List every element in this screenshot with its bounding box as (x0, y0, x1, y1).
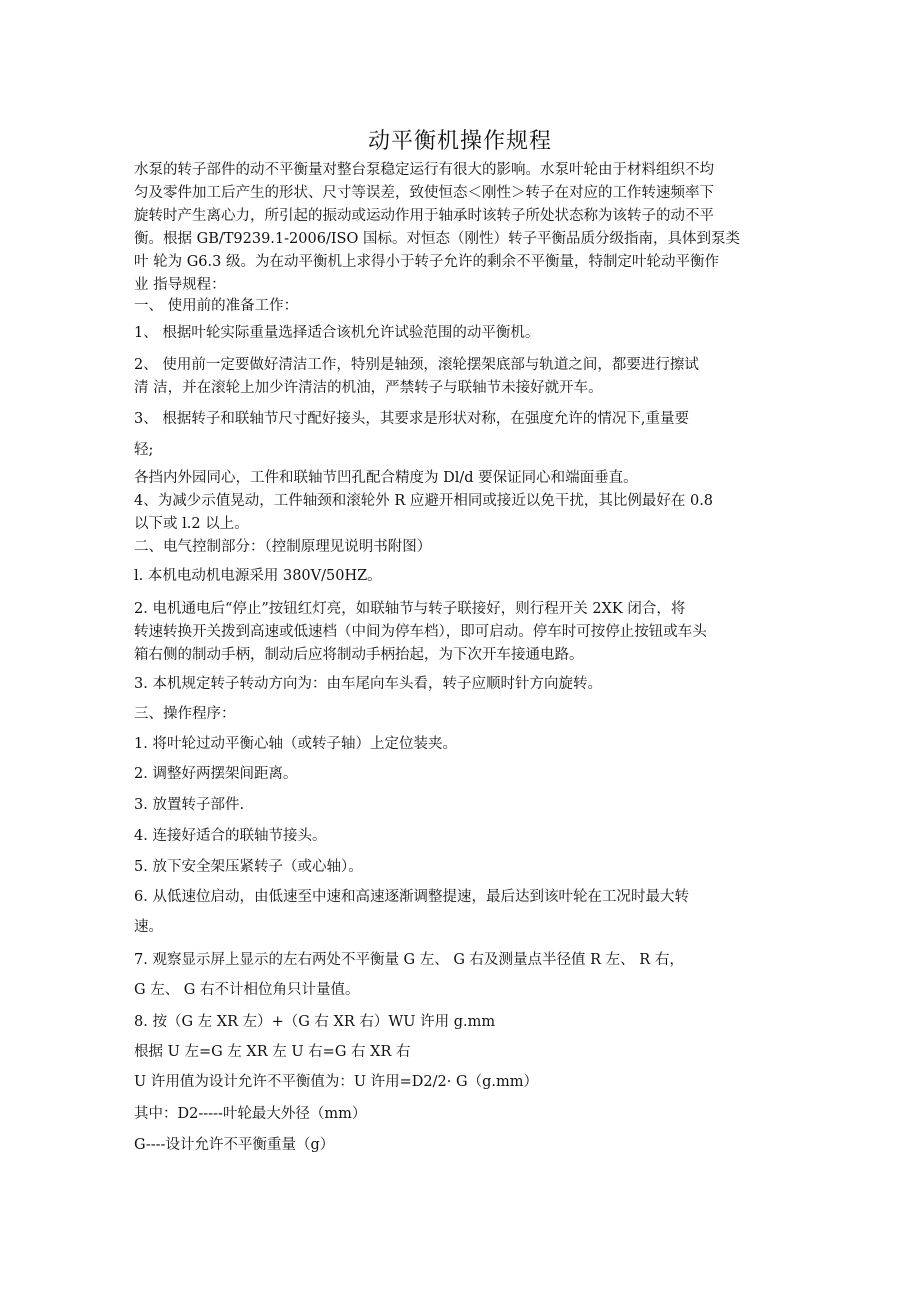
list-item-continued: 转速转换开关拨到高速或低速档（中间为停车档），即可启动。停车时可按停止按钮或车头 (134, 624, 707, 640)
list-item: 2. 调整好两摆架间距离。 (134, 766, 298, 782)
section-heading: 一、 使用前的准备工作： (134, 298, 299, 314)
list-item: 6. 从低速位启动，由低速至中速和高速逐渐调整提速，最后达到该叶轮在工况时最大转 (134, 889, 689, 905)
formula-line: 根据 U 左=G 左 XR 左 U 右=G 右 XR 右 (134, 1044, 411, 1060)
list-item: 2. 电机通电后“停止”按钮红灯亮，如联轴节与转子联接好，则行程开关 2XK 闭合，将 (134, 601, 686, 617)
body-line: 衡。根据 GB/T9239.1-2006/ISO 国标。对恒态（刚性）转子平衡品质分级指南，具体到泵类 (134, 231, 740, 247)
section-heading: 三、操作程序： (134, 706, 236, 722)
formula-line: G----设计允许不平衡重量（g） (134, 1137, 335, 1153)
list-item: 4. 连接好适合的联轴节接头。 (134, 828, 327, 844)
document-title: 动平衡机操作规程 (367, 129, 552, 154)
list-item: 5. 放下安全架压紧转子（或心轴）。 (134, 859, 363, 875)
list-item: 7. 观察显示屏上显示的左右两处不平衡量 G 左、 G 右及测量点半径值 R 左、 R 右， (134, 952, 684, 968)
list-item: 4、为减少示值晃动，工件轴颈和滚轮外 R 应避开相同或接近以免干扰，其比例最好在 0.8 (134, 493, 714, 509)
list-item: 3. 放置转子部件. (134, 797, 245, 813)
list-item-continued: 轻; (134, 442, 154, 458)
formula-line: U 许用值为设计允许不平衡值为：U 许用=D2/2· G（g.mm） (134, 1074, 538, 1090)
body-line: 水泵的转子部件的动不平衡量对整台泵稳定运行有很大的影响。水泵叶轮由于材料组织不均 (134, 162, 714, 178)
list-item: 1. 将叶轮过动平衡心轴（或转子轴）上定位装夹。 (134, 736, 457, 752)
body-line: 旋转时产生离心力，所引起的振动或运动作用于轴承时该转子所处状态称为该转子的动不平 (134, 208, 714, 224)
section-heading: 二、电气控制部分：（控制原理见说明书附图） (134, 539, 432, 555)
body-line: 匀及零件加工后产生的形状、尺寸等误差，致使恒态＜刚性＞转子在对应的工作转速频率下 (134, 185, 714, 201)
list-item: l. 本机电动机电源采用 380V/50HZ。 (134, 568, 382, 584)
list-item: 8. 按（G 左 XR 左）+（G 右 XR 右）WU 许用 g.mm (134, 1014, 496, 1030)
list-item-continued: G 左、 G 右不计相位角只计量值。 (134, 982, 360, 998)
list-item-continued: 速。 (134, 919, 163, 935)
body-line: 各挡内外园同心，工件和联轴节凹孔配合精度为 Dl/d 要保证同心和端面垂直。 (134, 470, 638, 486)
body-line: 叶 轮为 G6.3 级。为在动平衡机上求得小于转子允许的剩余不平衡量，特制定叶轮动平衡作 (134, 254, 719, 270)
list-item: 3、 根据转子和联轴节尺寸配好接头，其要求是形状对称，在强度允许的情况下,重量要 (134, 411, 689, 427)
list-item-continued: 清 洁，并在滚轮上加少许清洁的机油，严禁转子与联轴节未接好就开车。 (134, 380, 603, 396)
list-item-continued: 以下或 l.2 以上。 (134, 516, 249, 532)
formula-line: 其中：D2-----叶轮最大外径（mm） (134, 1106, 367, 1122)
list-item-continued: 箱右侧的制动手柄，制动后应将制动手柄抬起，为下次开车接通电路。 (134, 647, 584, 663)
list-item: 2、 使用前一定要做好清洁工作，特别是轴颈，滚轮摆架底部与轨道之间，都要进行擦试 (134, 357, 699, 373)
body-line: 业 指导规程： (134, 277, 226, 293)
list-item: 1、 根据叶轮实际重量选择适合该机允许试验范围的动平衡机。 (134, 325, 540, 341)
list-item: 3. 本机规定转子转动方向为：由车尾向车头看，转子应顺时针方向旋转。 (134, 676, 602, 692)
